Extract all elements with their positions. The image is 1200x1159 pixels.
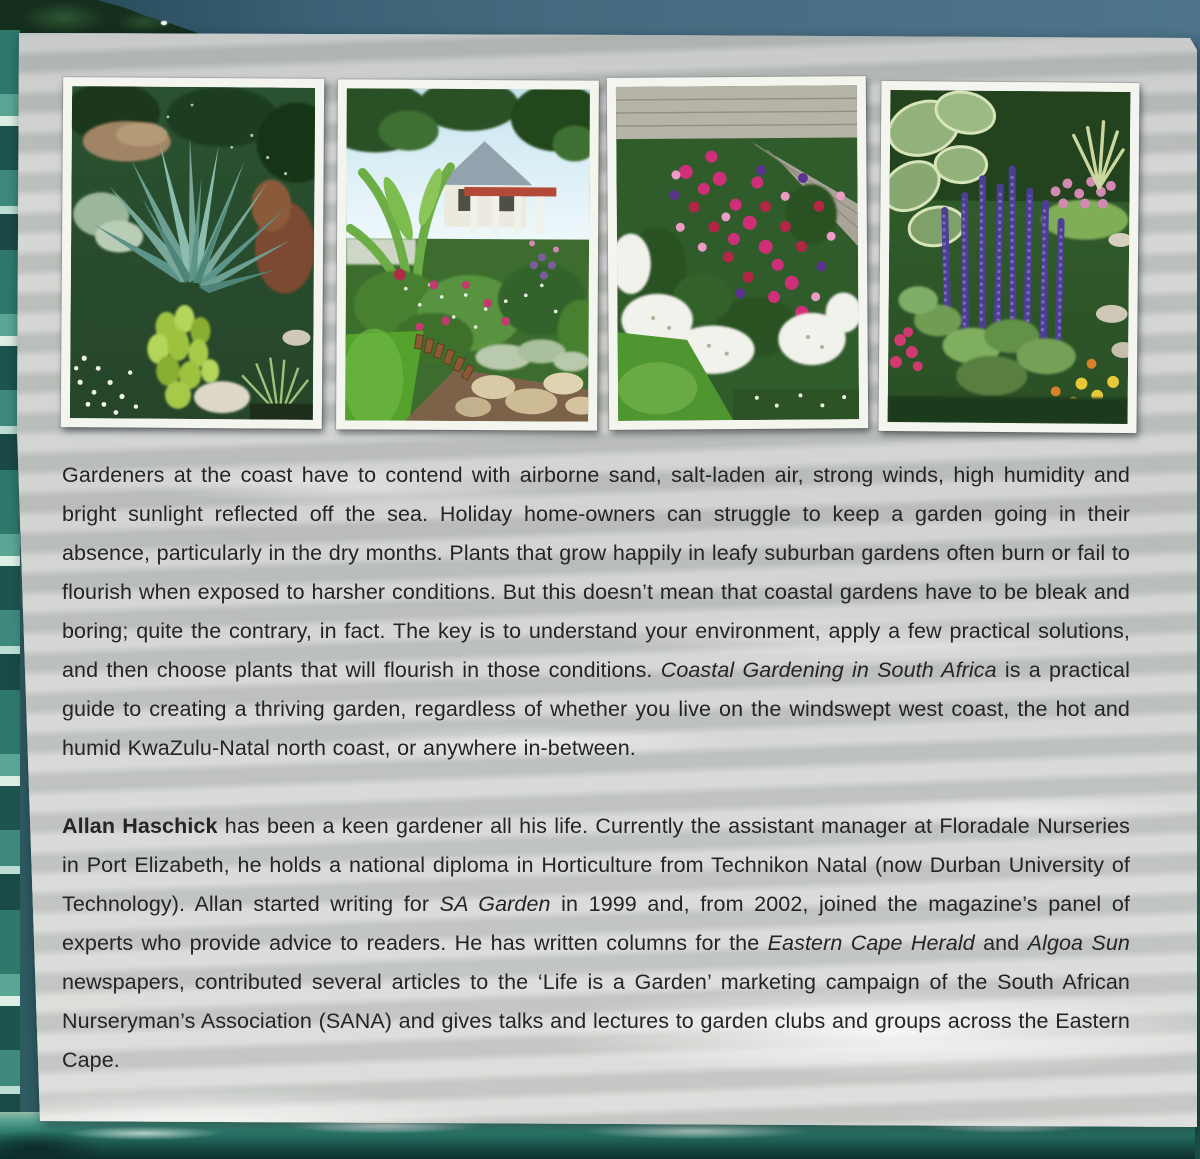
photo-flower-wall [607,76,868,430]
intro-paragraph: Gardeners at the coast have to contend with airborne sand, salt-laden air, strong winds, high humidity and bright sunlight reflected off the sea. Holiday home-owners can struggle to keep a garden going in their absence, particularly in the dry months. Plants that grow happily in leafy suburban gardens often burn or fail to flourish when exposed to harsher conditions. But this doesn’t mean that coastal gardens have to be bleak and boring; quite the contrary, in fact. The key is to understand your environment, apply a few practical solutions, and then choose plants that will flourish in those conditions. Coastal Gardening in South Africa is a practical guide to creating a thriving garden, regardless of whether you live on the windswept west coast, the hot and humid KwaZulu-Natal north coast, or anywhere in-between. [62,463,1130,760]
photo-agave-garden [61,77,324,429]
author-paragraph: Allan Haschick has been a keen gardener all his life. Currently the assistant manager at Floradale Nurseries in Port Elizabeth, he holds a national diploma in Horticulture from Technikon Natal (now Durban University of Technology). Allan started writing for SA Garden in 1999 and, from 2002, joined the magazine’s panel of experts who provide advice to readers. He has written columns for the Eastern Cape Herald and Algoa Sun newspapers, contributed several articles to the ‘Life is a Garden’ marketing campaign of the South African Nurseryman’s Association (SANA) and gives talks and lectures to garden clubs and groups across the Eastern Cape. [62,814,1131,1072]
salvia-border-illustration [888,90,1131,424]
cottage-garden-illustration [345,88,590,421]
back-cover-copy [62,456,1130,1080]
flower-wall-illustration [616,85,859,421]
photo-cottage-garden [336,79,599,430]
agave-garden-illustration [70,86,315,420]
photo-salvia-border [878,81,1139,433]
